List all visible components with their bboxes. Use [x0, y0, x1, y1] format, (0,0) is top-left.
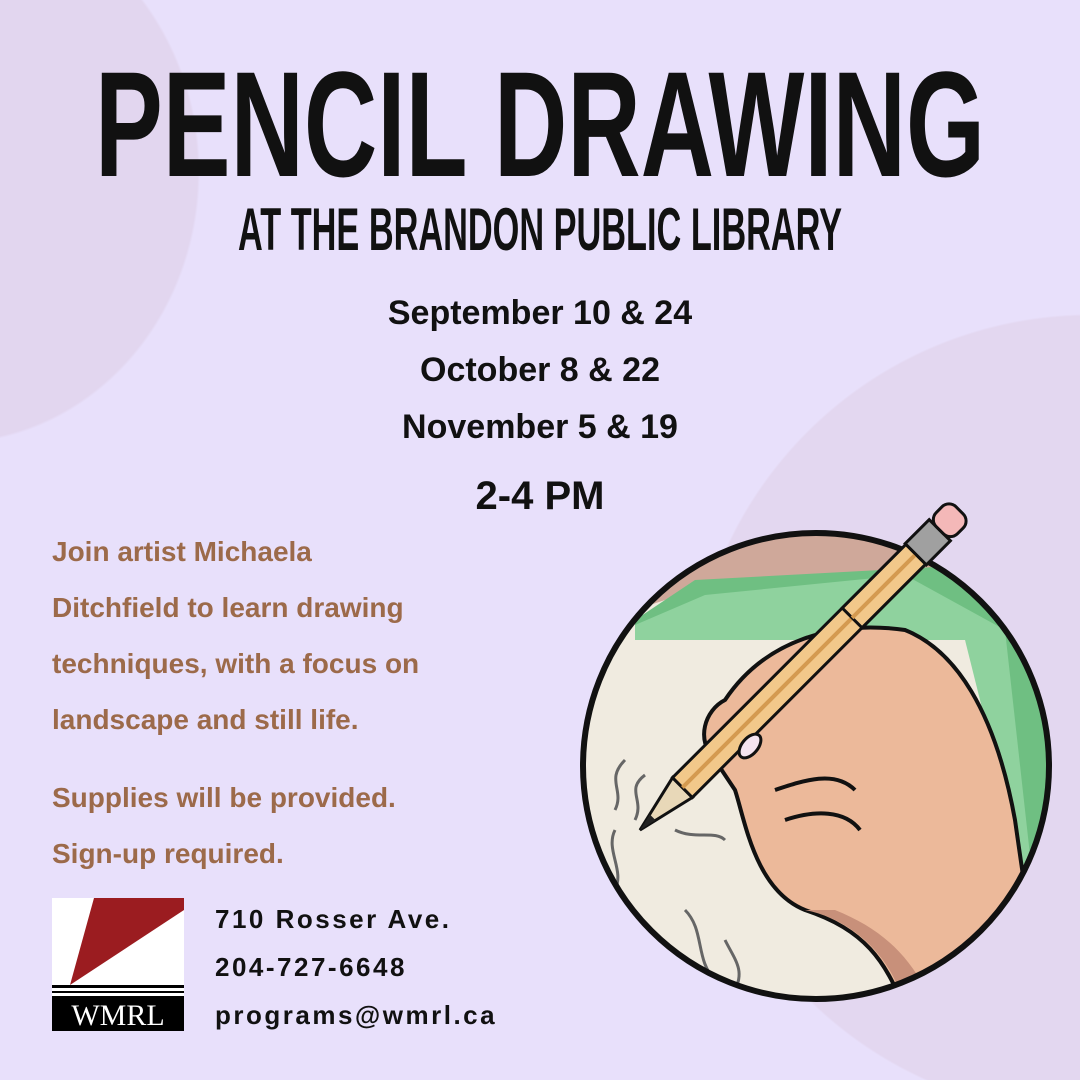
description-line: landscape and still life. — [52, 704, 359, 735]
note-line: Sign-up required. — [52, 838, 284, 869]
address: 710 Rosser Ave. — [215, 904, 452, 934]
contact-info — [215, 895, 497, 1039]
date-line: November 5 & 19 — [402, 408, 678, 446]
date-line: October 8 & 22 — [420, 351, 660, 389]
date-line: September 10 & 24 — [387, 294, 693, 332]
email-link[interactable]: programs@wmrl.ca — [215, 1000, 498, 1030]
description-line: Ditchfield to learn drawing — [52, 592, 404, 623]
dates-list — [0, 285, 1080, 456]
subtitle: AT THE BRANDON PUBLIC LIBRARY — [238, 196, 842, 263]
hand-drawing-illustration — [575, 490, 1065, 1010]
wmrl-logo — [52, 898, 184, 1031]
description-line: Join artist Michaela — [52, 536, 312, 567]
note-line: Supplies will be provided. — [52, 782, 396, 813]
title-svg — [0, 50, 1080, 190]
page-title: PENCIL DRAWING — [95, 50, 986, 190]
notes — [52, 770, 396, 882]
phone: 204-727-6648 — [215, 952, 407, 982]
subtitle-svg — [0, 195, 1080, 265]
description-line: techniques, with a focus on — [52, 648, 420, 679]
time: 2-4 PM — [475, 474, 605, 518]
background-circles — [0, 0, 1, 1]
description — [52, 524, 419, 748]
logo-text: WMRL — [71, 999, 165, 1031]
